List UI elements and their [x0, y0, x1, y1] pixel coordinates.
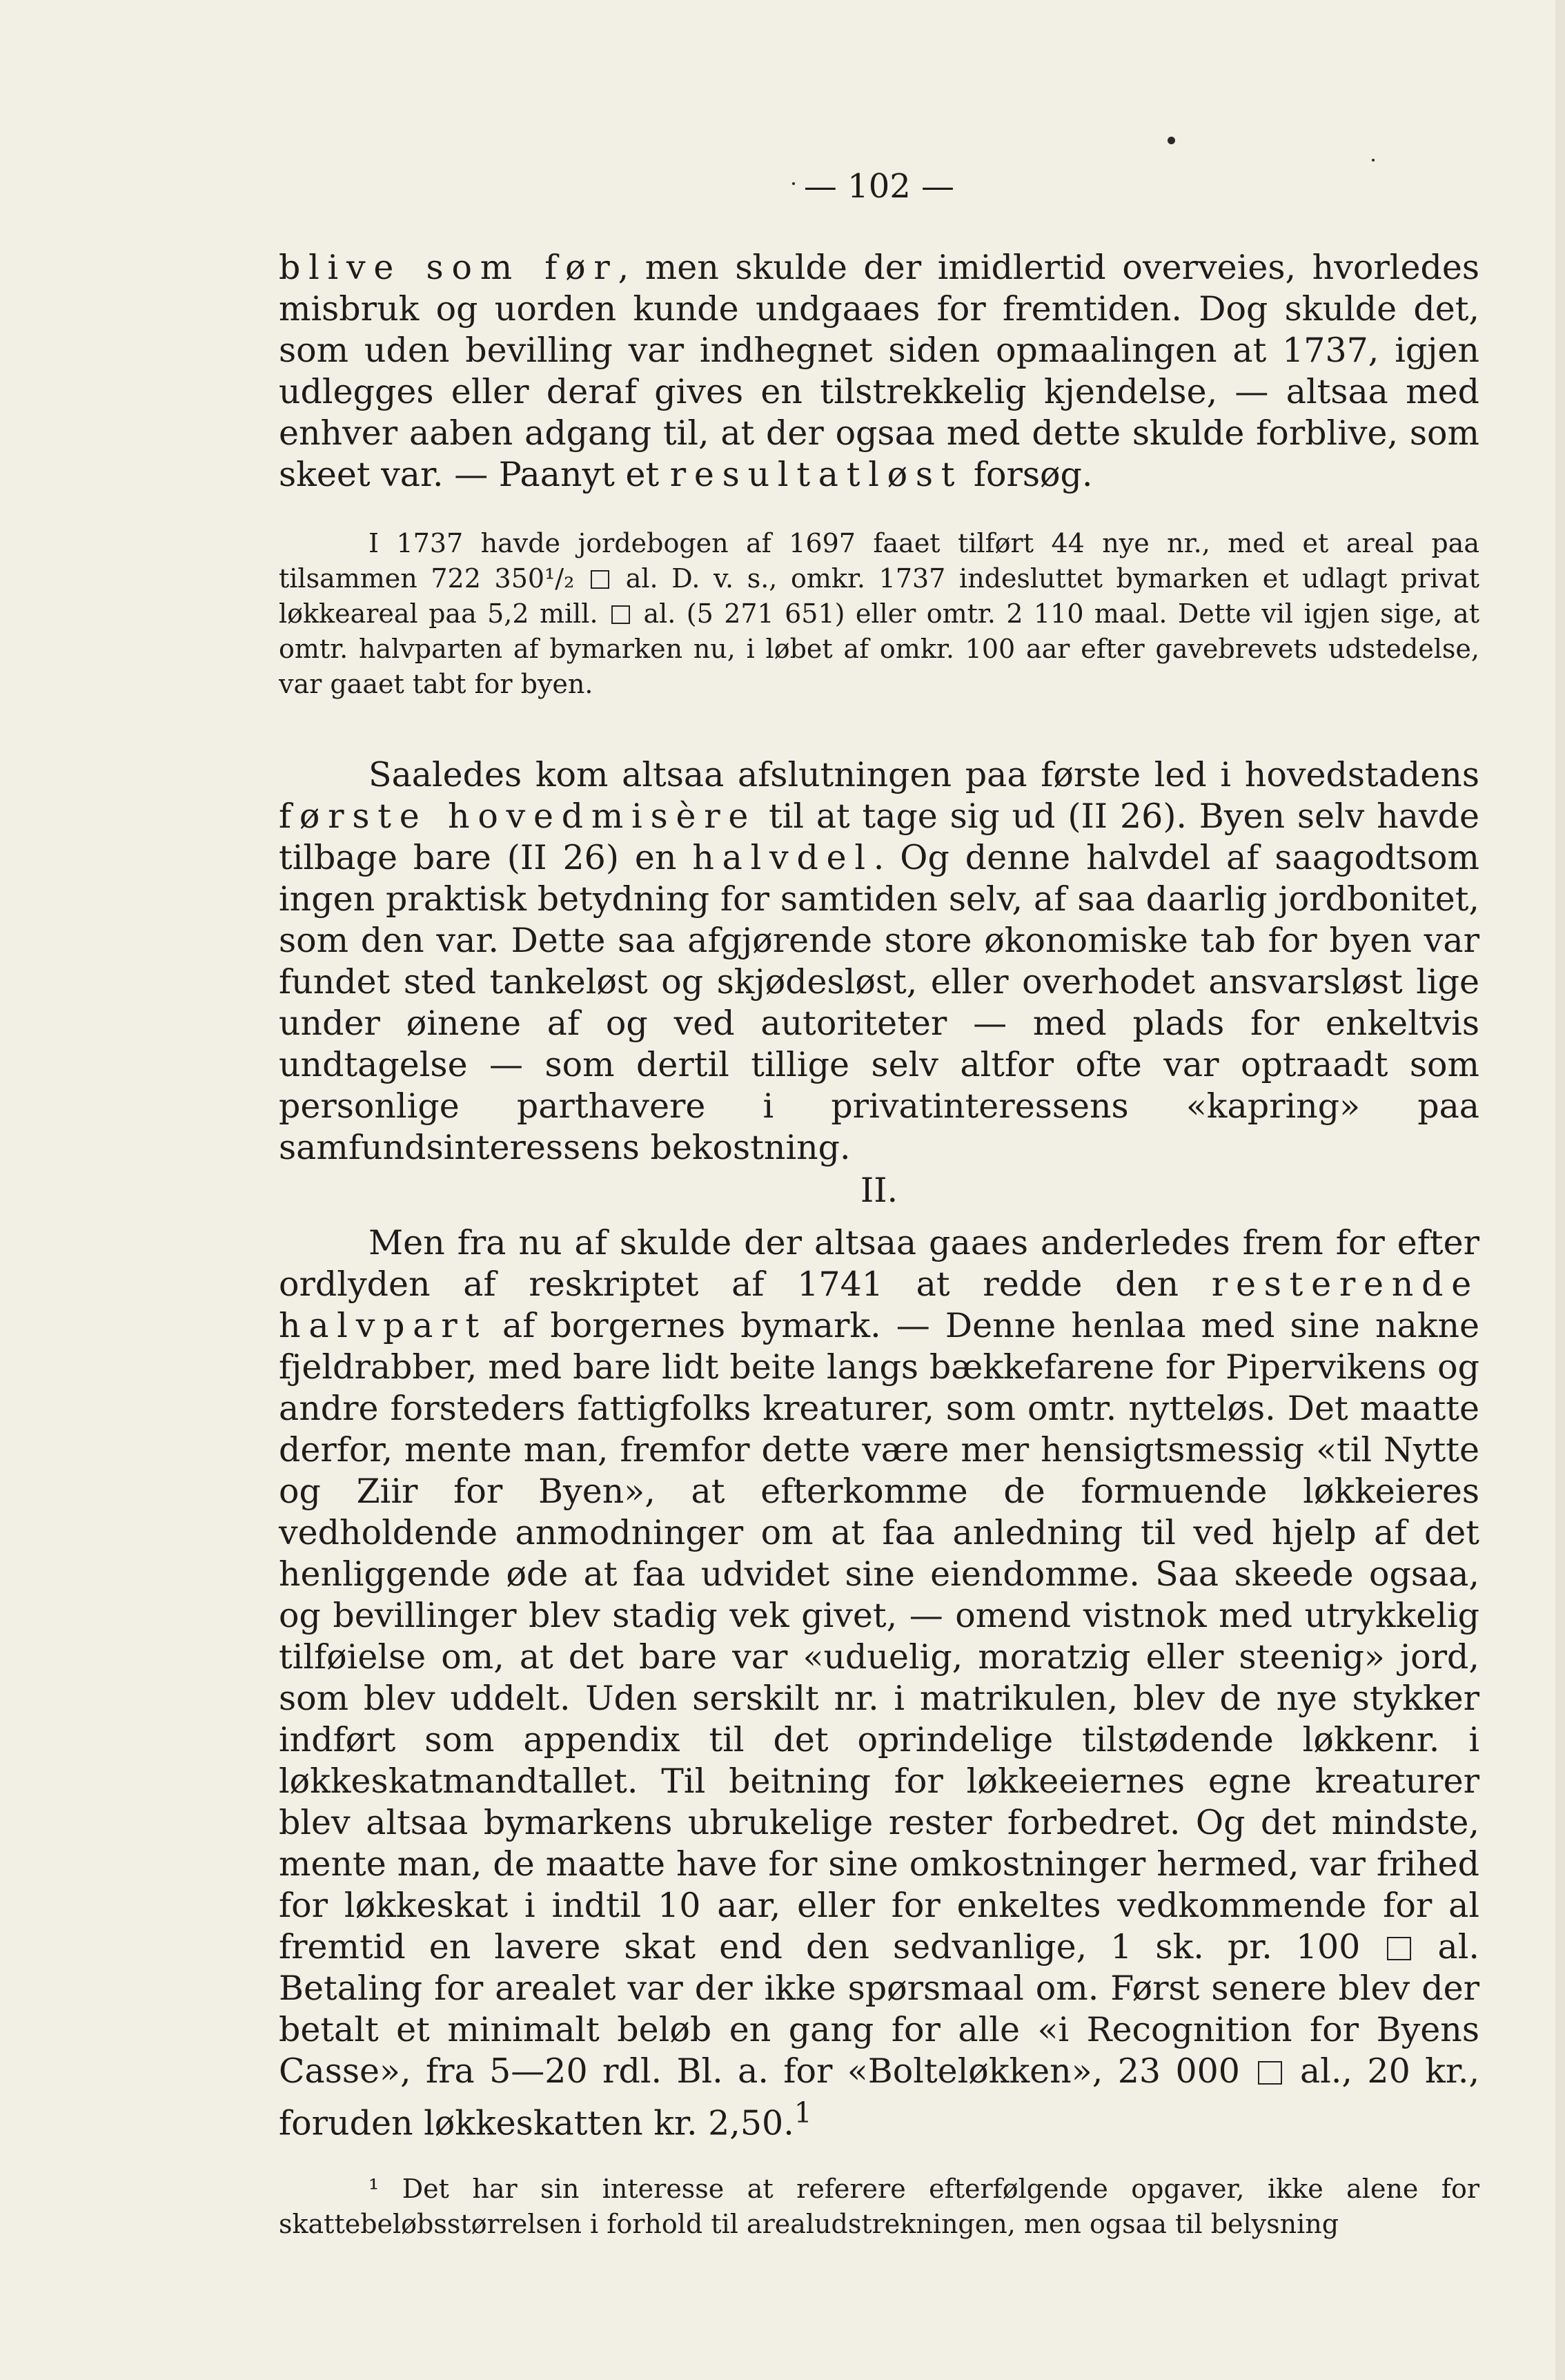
page-number: — 102 —: [803, 167, 955, 206]
paragraph-1: [279, 247, 1479, 496]
small-note: [279, 526, 1479, 702]
spaced-text: resultatløst: [669, 455, 963, 494]
ink-speck: [1372, 159, 1375, 162]
body-text: [279, 247, 1479, 496]
footnote-marker: 1: [794, 2096, 812, 2129]
square-unit-icon: [591, 570, 610, 589]
paragraph-text: Saaledes kom altsaa afslutningen paa første led i hovedstadens: [368, 755, 1479, 794]
paragraph-text: Men fra nu af skulde der altsaa gaaes anderledes frem for efter ordlyden af reskriptet af 1741 at redde den: [279, 1223, 1479, 1304]
paragraph-text: . Og denne halvdel af saagodtsom ingen praktisk betydning for samtiden selv, af saa daarlig jordbonitet, som den var. Dette saa afgjørende store økonomiske tab for byen var fundet sted tankeløst og skjødesløst, eller overhodet ansvarsløst lige under øinene af og ved autoriteter — med plads for enkeltvis undtagelse — som dertil tillige selv altfor ofte var optraadt som personlige parthavere i privatinteressens «kapring» paa samfundsinteressens bekostning.: [279, 838, 1479, 1167]
paragraph-text: al. Betaling for arealet var der ikke spørsmaal om. Først senere blev der betalt et minimalt beløb en gang for alle «i Recognition for Byens Casse», fra 5—20 rdl. Bl. a. for «Bolteløkken», 23 000: [279, 1927, 1479, 2091]
spaced-text: første hovedmisère: [279, 797, 757, 836]
ink-speck: [1168, 137, 1175, 144]
paragraph-text: til at tage sig ud (II 26). Byen selv havde tilbage bare (II 26) en: [279, 797, 1479, 877]
paragraph-text: , men skulde der imidlertid overveies, hvorledes misbruk og uorden kunde undgaaes for fremtiden. Dog skulde det, som uden bevilling var indhegnet siden opmaalingen at 1737, igjen udlegges eller deraf gives en tilstrekkelig kjendelse, — altsaa med enhver aaben adgang til, at der ogsaa med dette skulde forblive, som skeet var. — Paanyt et: [279, 248, 1479, 494]
paragraph-3: [279, 1222, 1479, 2144]
footnote: [279, 2172, 1479, 2242]
spaced-text: resterende halvpart: [279, 1265, 1479, 1345]
spaced-text: blive som før: [279, 248, 618, 287]
body-text: [279, 754, 1479, 2144]
page-content: [279, 166, 1479, 2242]
paragraph-2: [279, 754, 1479, 1169]
note-text: al. D. v. s., omkr. 1737 indesluttet bymarken et udlagt privat løkkeareal paa 5,2 mill.: [279, 563, 1479, 629]
paragraph-text: af borgernes bymark. — Denne henlaa med sine nakne fjeldrabber, med bare lidt beite langs bækkefarene for Pipervikens og andre forsteders fattigfolks kreaturer, som omtr. nytteløs. Det maatte derfor, mente man, fremfor dette være mer hensigtsmessig «til Nytte og Ziir for Byen», at efterkomme de formuende løkkeieres vedholdende anmodninger om at faa anledning til ved hjelp af det henliggende øde at faa udvidet sine eiendomme. Saa skeede ogsaa, og bevillinger blev stadig vek givet, — omend vistnok med utrykkelig tilføielse om, at det bare var «uduelig, moratzig eller steenig» jord, som blev uddelt. Uden serskilt nr. i matrikulen, blev de nye stykker indført som appendix til det oprindelige tilstødende løkkenr. i løkkeskatmandtallet. Til beitning for løkkeeiernes egne kreaturer blev altsaa bymarkens ubrukelige rester forbedret. Og det mindste, mente man, de maatte have for sine omkostninger hermed, var frihed for løkkeskat i indtil 10 aar, eller for enkeltes vedkommende for al fremtid en lavere skat end den sedvanlige, 1 sk. pr. 100: [279, 1306, 1479, 1967]
note-text: al. (5 271 651) eller omtr. 2 110 maal. Dette vil igjen sige, at omtr. halvparten af bymarken nu, i løbet af omkr. 100 aar efter gavebrevets udstedelse, var gaaet tabt for byen.: [279, 598, 1479, 699]
square-unit-icon: [1258, 2061, 1281, 2085]
spaced-text: halvdel: [692, 838, 874, 877]
footnote-text: ¹ Det har sin interesse at referere efterfølgende opgaver, ikke alene for skattebeløbsstørrelsen i forhold til arealudstrekningen, men ogsaa til belysning: [279, 2174, 1479, 2240]
small-note-paragraph: [279, 526, 1479, 702]
paragraph-text: forsøg.: [963, 455, 1093, 494]
paragraph-text: al., 20 kr., foruden løkkeskatten kr. 2,50.: [279, 2051, 1480, 2143]
square-unit-icon: [1387, 1937, 1410, 1960]
section-heading: II.: [860, 1171, 898, 1210]
note-text: I 1737 havde jordebogen af 1697 faaet tilført 44 nye nr., med et areal paa tilsammen 722 350¹/₂: [279, 528, 1479, 594]
square-unit-icon: [611, 605, 631, 625]
